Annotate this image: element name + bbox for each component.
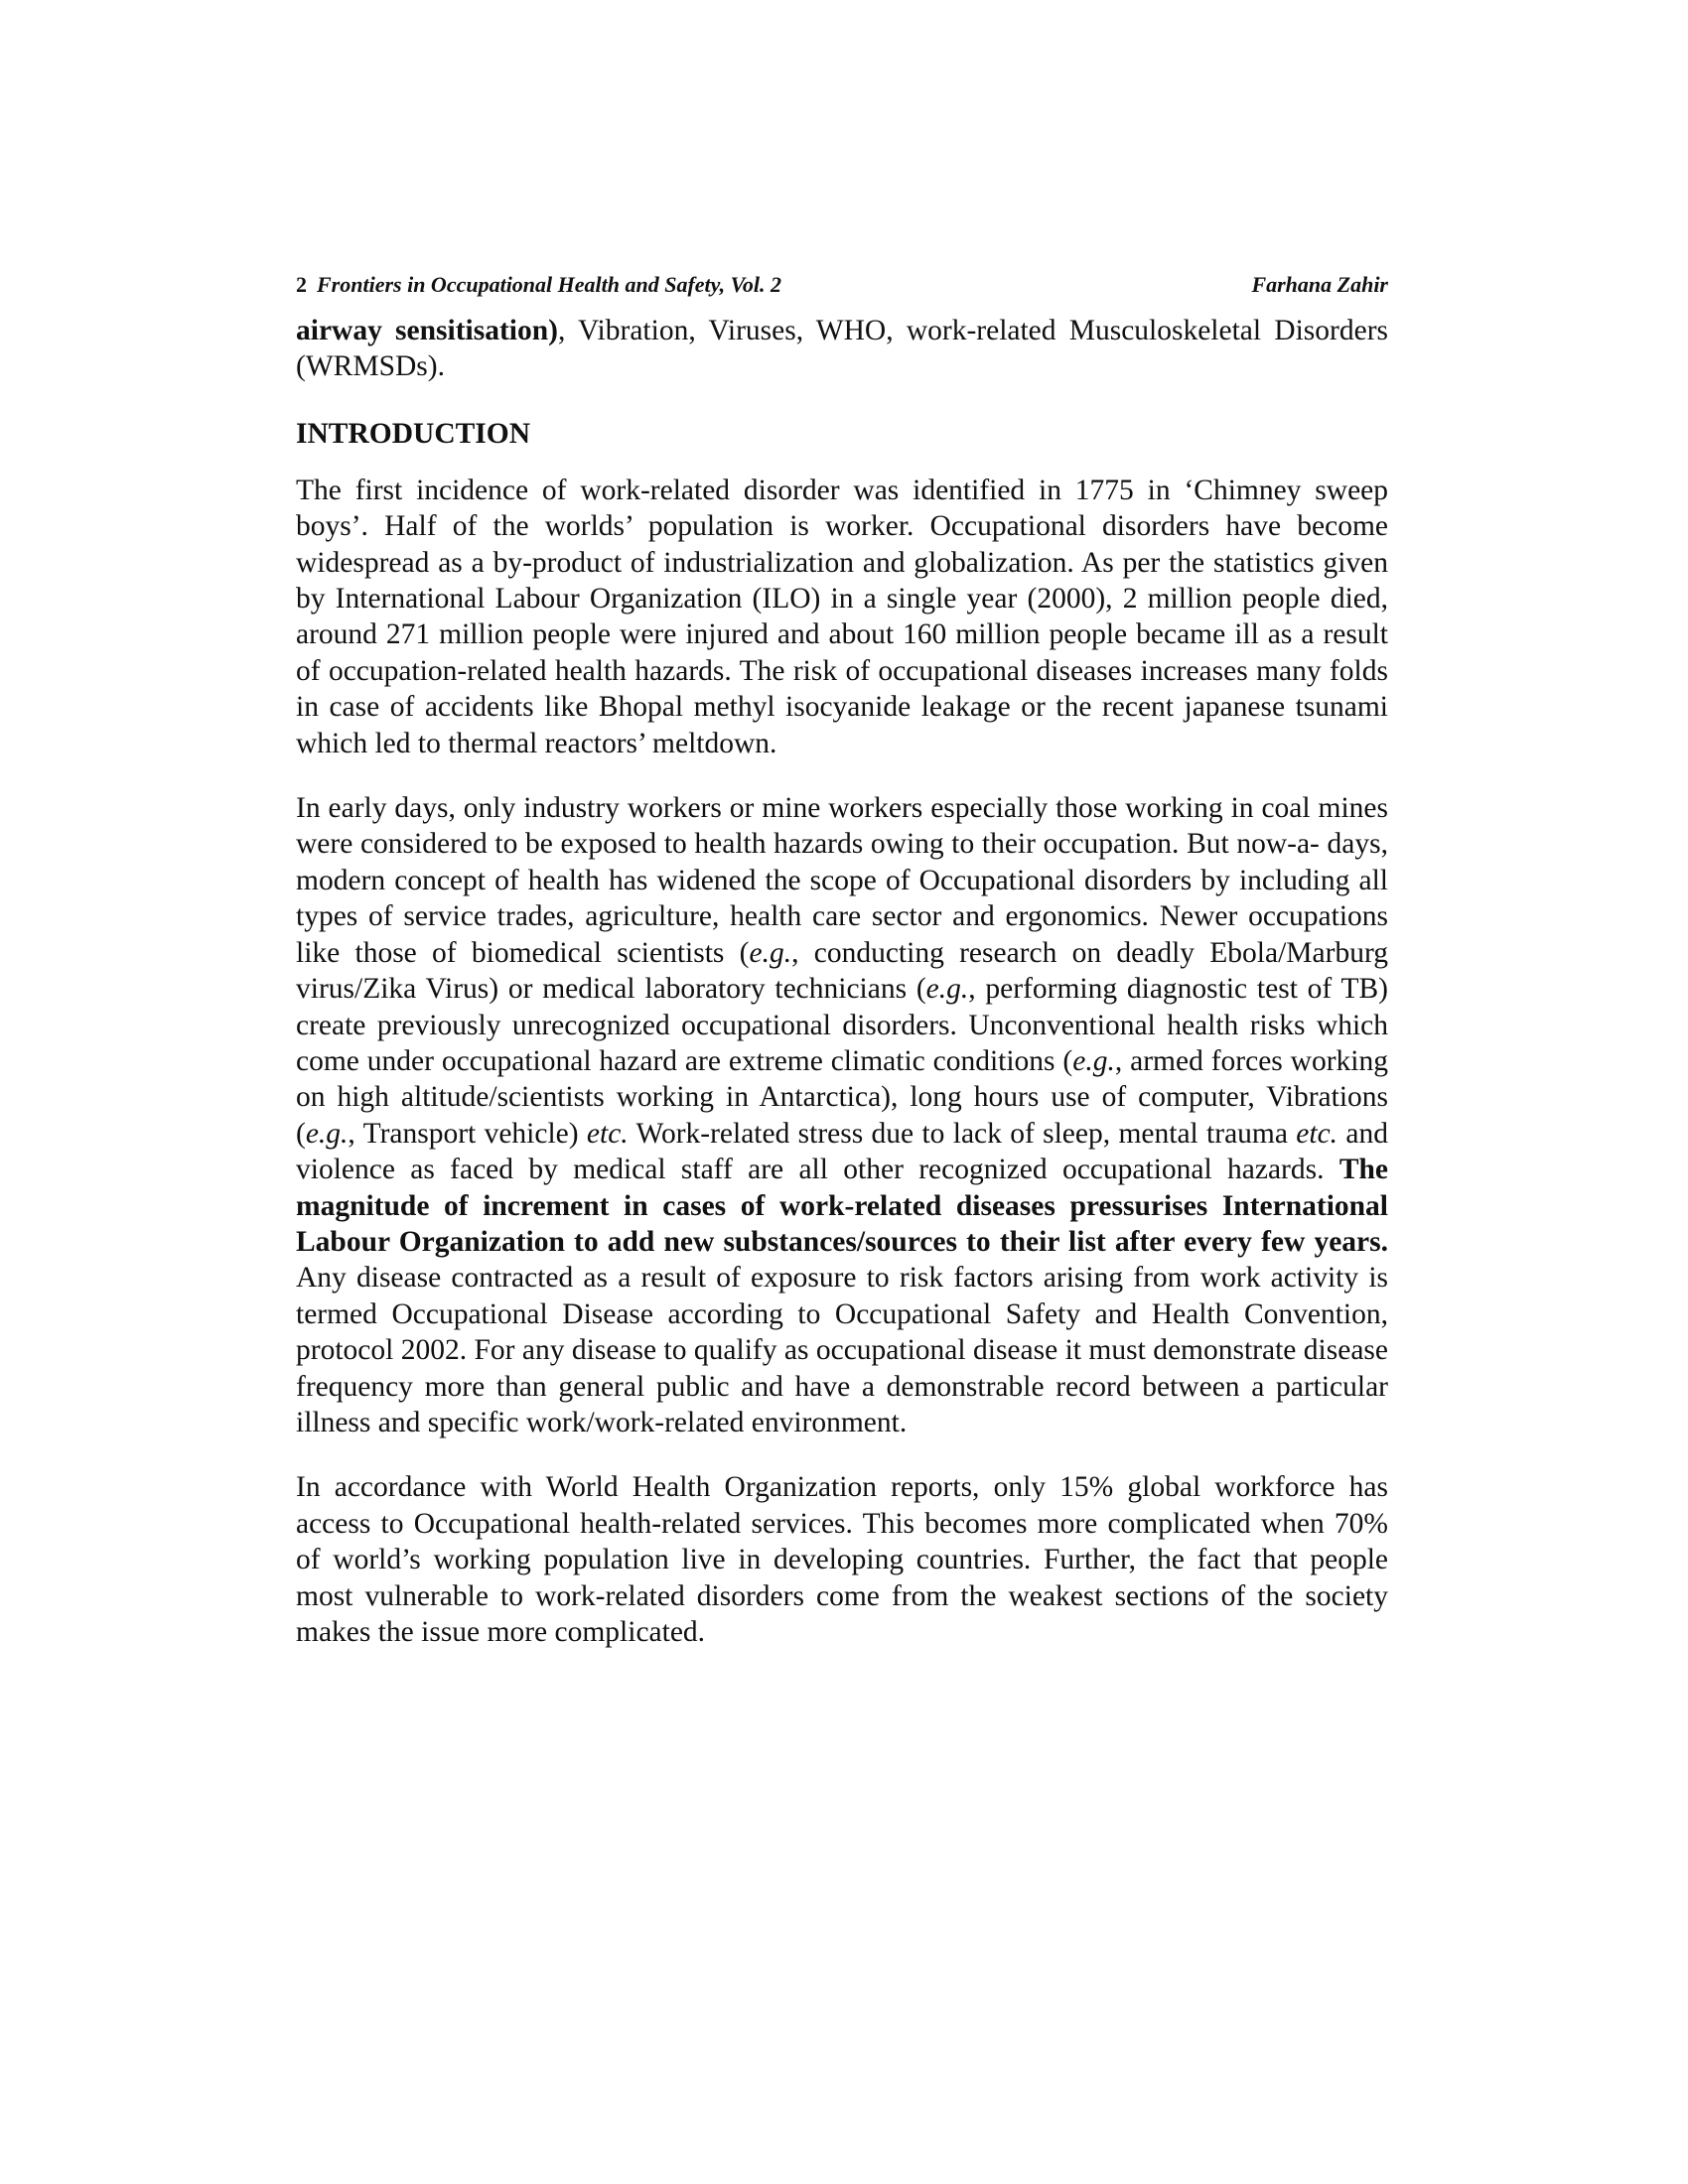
author-name: Farhana Zahir <box>1251 272 1388 297</box>
running-header <box>296 270 1388 300</box>
keywords-continuation <box>296 313 1388 385</box>
paragraph-2 <box>296 790 1388 1440</box>
text-run: Work-related stress due to lack of sleep, mental trauma <box>628 1117 1297 1150</box>
text-run: In early days, only industry workers or mine workers especially those working in coal mines were considered to be exposed to health hazards owing to their occupation. But now-a- days, modern concept of health has widened the scope of Occupational disorders by including all types of service trades, agriculture, health care sector and ergonomics. Newer occupations like those of biomedical scientists ( <box>296 792 1388 969</box>
italic-run: etc. <box>1296 1117 1338 1150</box>
italic-run: etc. <box>586 1117 629 1150</box>
paragraph-1: The first incidence of work-related disorder was identified in 1775 in ‘Chimney sweep boys’. Half of the worlds’ population is worker. Occupational disorders have become widespread as a by-product of industrialization and globalization. As per the statistics given by International Labour Organization (ILO) in a single year (2000), 2 million people died, around 271 million people were injured and about 160 million people became ill as a result of occupation-related health hazards. The risk of occupational diseases increases many folds in case of accidents like Bhopal methyl isocyanide leakage or the recent japanese tsunami which led to thermal reactors’ meltdown. <box>296 474 1388 759</box>
paragraph-3: In accordance with World Health Organization reports, only 15% global workforce has access to Occupational health-related services. This becomes more complicated when 70% of world’s working population live in developing countries. Further, the fact that people most vulnerable to work-related disorders come from the weakest sections of the society makes the issue more complicated. <box>296 1471 1388 1648</box>
italic-run: e.g. <box>1072 1044 1115 1077</box>
bold-emphasis: The magnitude of increment in cases of work-related diseases pressurises International Labour Organization to add new substances/sources to their list after every few years. <box>296 1154 1388 1258</box>
text-run: , performing diagnostic test of TB) create previously unrecognized occupational disorders. Unconventional health risks which come under occupational hazard are extreme climatic conditions ( <box>296 973 1388 1077</box>
keywords-bold-fragment: airway sensitisation) <box>296 315 558 346</box>
journal-citation <box>296 270 781 300</box>
text-run: , conducting research on deadly Ebola/Marburg virus/Zika Virus) or medical laboratory technicians ( <box>296 936 1388 1006</box>
document-page <box>296 270 1388 1679</box>
journal-title: Frontiers in Occupational Health and Safety, Vol. 2 <box>317 272 781 297</box>
text-run: Any disease contracted as a result of exposure to risk factors arising from work activity is termed Occupational Disease according to Occupational Safety and Health Convention, protocol 2002. For any disease to qualify as occupational disease it must demonstrate disease frequency more than general public and have a demonstrable record between a particular illness and specific work/work-related environment. <box>296 1262 1388 1438</box>
italic-run: e.g. <box>749 936 792 969</box>
text-run: , Transport vehicle) <box>348 1117 587 1150</box>
page-number: 2 <box>296 272 307 297</box>
italic-run: e.g. <box>925 973 969 1006</box>
section-heading: INTRODUCTION <box>296 417 531 450</box>
italic-run: e.g. <box>305 1117 349 1150</box>
text-run: , armed forces working on high altitude/scientists working in Antarctica), long hours use of computer, Vibrations ( <box>296 1044 1388 1150</box>
text-run: and violence as faced by medical staff are all other recognized occupational hazards. <box>296 1117 1388 1186</box>
keywords-rest: , Vibration, Viruses, WHO, work-related Musculoskeletal Disorders (WRMSDs). <box>296 315 1388 383</box>
